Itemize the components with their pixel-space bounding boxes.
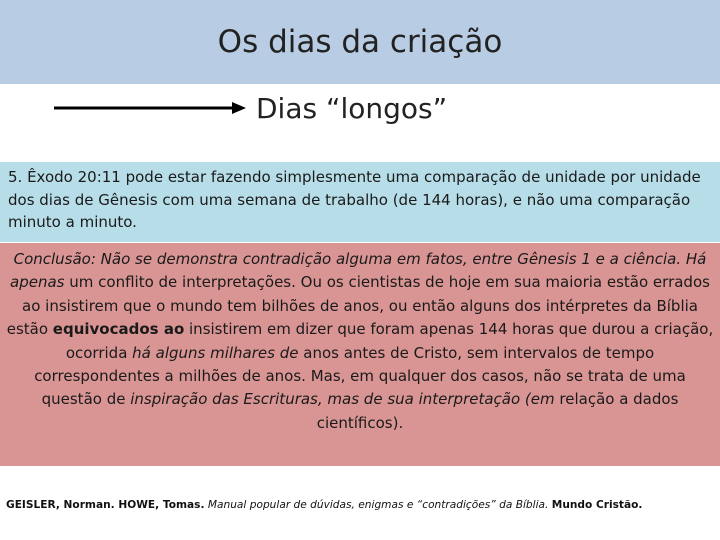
citation: [6, 499, 642, 511]
citation-work: Manual popular de dúvidas, enigmas e “contradições” da Bíblia.: [207, 499, 549, 511]
point-five-box: [0, 162, 720, 242]
right-arrow-icon: [52, 98, 248, 118]
conclusion-italic-closing: inspiração das Escrituras, mas de sua interpretação (em: [130, 390, 555, 409]
conclusion-italic-phrase: há alguns milhares de: [132, 343, 299, 362]
citation-publisher: Mundo Cristão.: [551, 499, 643, 511]
slide-title: Os dias da criação: [217, 24, 503, 60]
conclusion-text-6: anos antes de Cristo, sem intervalos de tempo correspondentes a milhões de anos. Mas, em qualquer dos casos, não se trata de uma questão de: [34, 343, 686, 409]
slide-subtitle: Dias “longos”: [256, 92, 448, 125]
point-five-text: 5. Êxodo 20:11 pode estar fazendo simplesmente uma comparação de unidade por unidade dos dias de Gênesis com uma semana de trabalho (de 144 horas), e não uma comparação minuto a minuto.: [8, 168, 701, 231]
title-banner: [0, 0, 720, 84]
conclusion-bold-phrase: equivocados ao: [52, 320, 185, 339]
conclusion-text-8: relação a dados científicos).: [316, 390, 679, 432]
conclusion-text-2: um conflito de interpretações. Ou os cientistas de hoje em sua maioria estão errados ao insistirem que o mundo tem bilhões de anos, ou então alguns dos intérpretes da Bíblia estão: [6, 273, 710, 339]
conclusion-box: [0, 243, 720, 466]
conclusion-italic-lead: Conclusão: Não se demonstra contradição alguma em fatos, entre Gênesis 1 e a ciência. Há apenas: [10, 250, 707, 292]
citation-authors: GEISLER, Norman. HOWE, Tomas.: [6, 499, 205, 511]
conclusion-text-4: insistirem em dizer que foram apenas 144 horas que durou a criação, ocorrida: [65, 320, 714, 362]
